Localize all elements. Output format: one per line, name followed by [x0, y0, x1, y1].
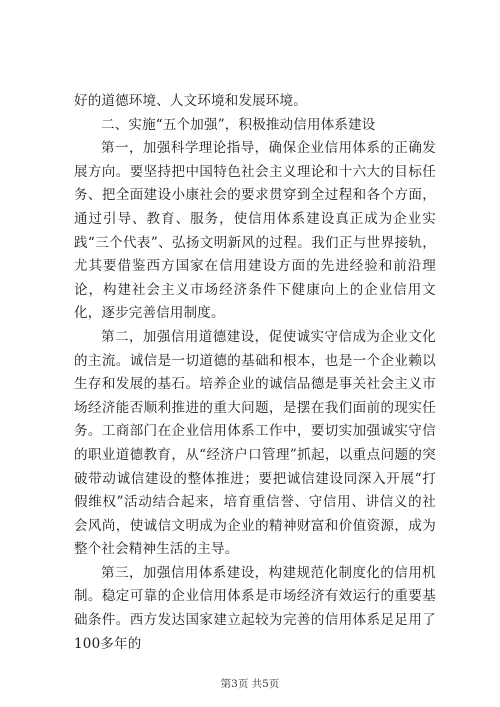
paragraph-continuation: 好的道德环境、人文环境和发展环境。	[74, 93, 307, 109]
paragraph-second-point: 第二，加强信用道德建设，促使诚实守信成为企业文化的主流。诚信是一切道德的基础和根本，也是一个企业赖以生存和发展的基石。培养企业的诚信品德是事关社会主义市场经济能否顺利推进的重大问题，是摆在我们面前的现实任务。工商部门在企业信用体系工作中，要切实加强诚实守信的职业道德教育，从“经济户口管理”抓起，以重点问题的突破带动诚信建设的整体推进；要把诚信建设同深入开展“打假维权”活动结合起来，培育重信誉、守信用、讲信义的社会风尚，使诚信文明成为企业的精神财富和价值资源，成为整个社会精神生活的主导。	[74, 328, 436, 558]
section-heading: 二、实施“五个加强”，积极推动信用体系建设	[101, 116, 376, 133]
page-number-footer: 第3页 共5页	[220, 678, 280, 690]
paragraph-third-point: 第三，加强信用体系建设，构建规范化制度化的信用机制。稳定可靠的企业信用体系是市场经济有效运行的重要基础条件。西方发达国家建立起较为完善的信用体系足足用了100多年的	[74, 564, 436, 652]
document-body	[74, 90, 436, 656]
paragraph-first-point: 第一，加强科学理论指导，确保企业信用体系的正确发展方向。要坚持把中国特色社会主义理论和十六大的目标任务、把全面建设小康社会的要求贯穿到全过程和各个方面，通过引导、教育、服务，使信用体系建设真正成为企业实践“三个代表”、弘扬文明新风的过程。我们正与世界接轨，尤其要借鉴西方国家在信用建设方面的先进经验和前沿理论，构建社会主义市场经济条件下健康向上的企业信用文化，逐步完善信用制度。	[74, 140, 436, 322]
